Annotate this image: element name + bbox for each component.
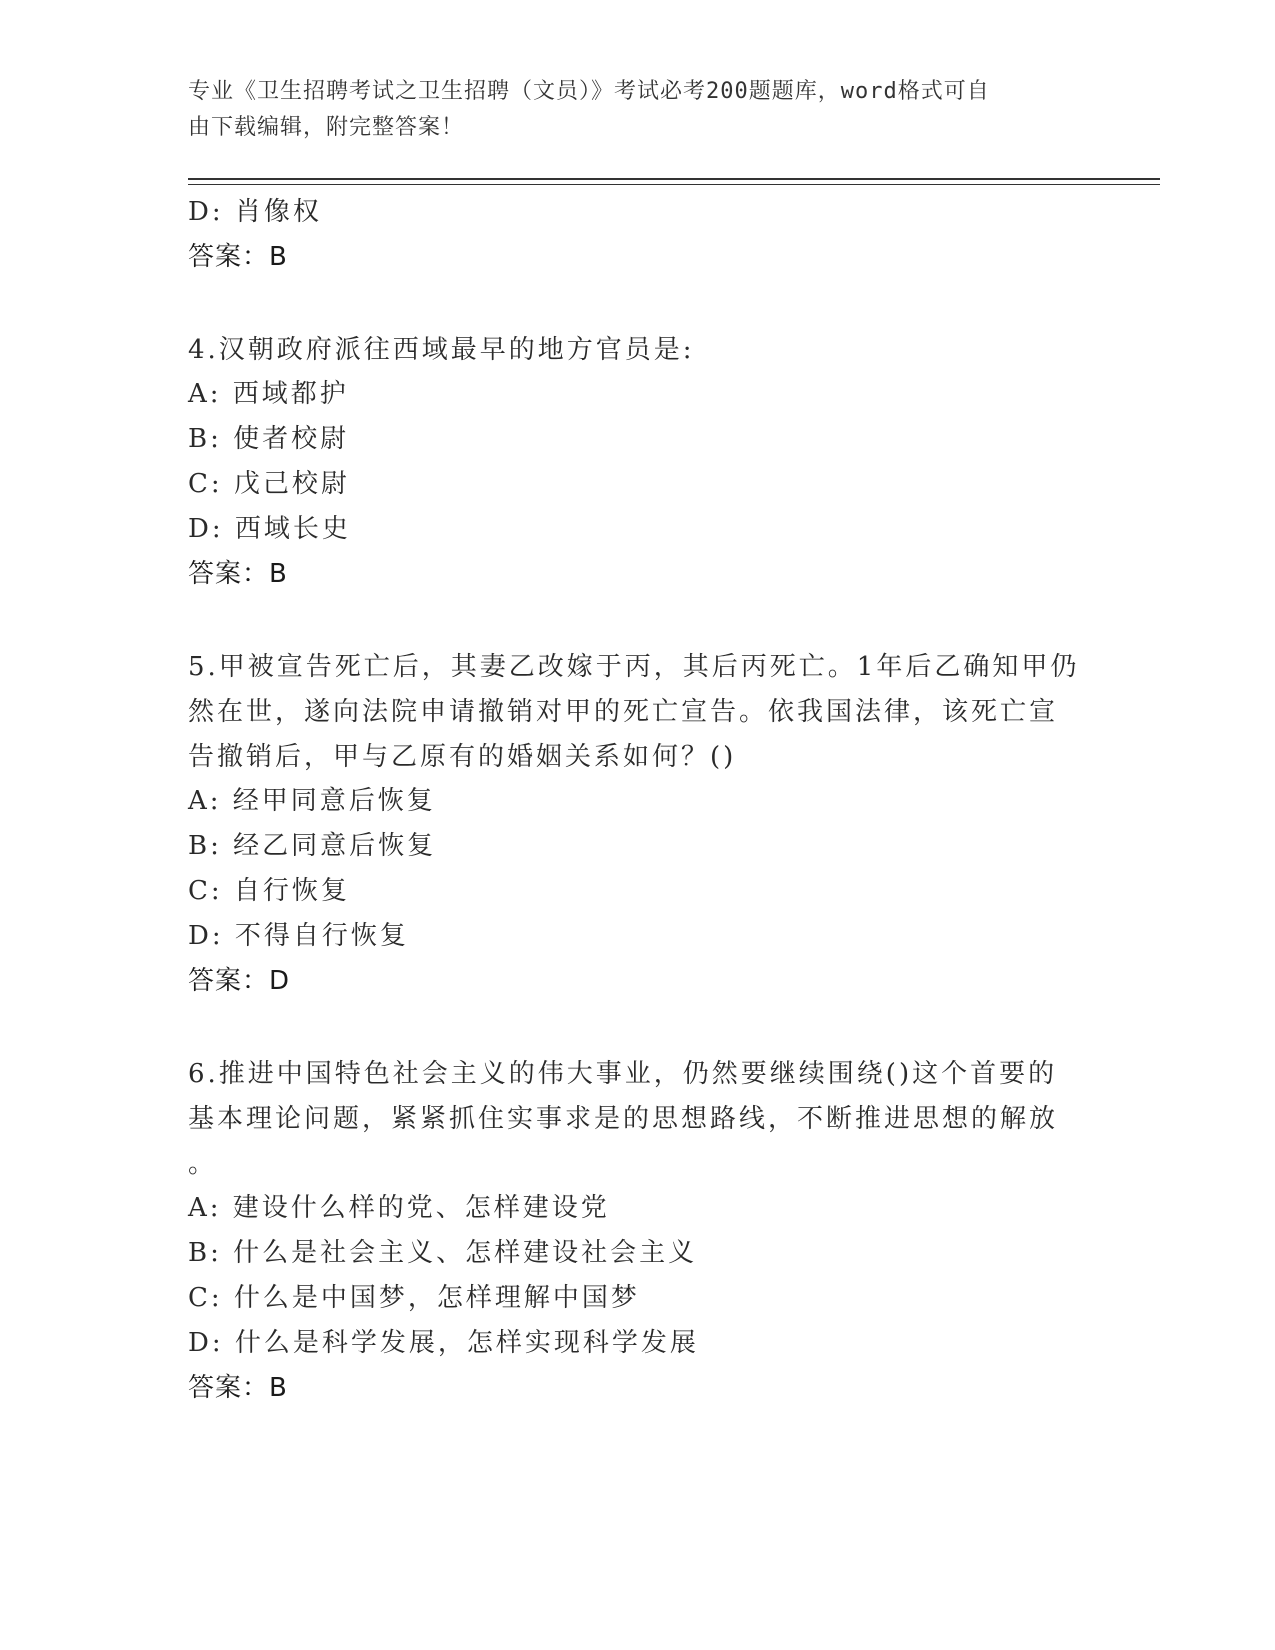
answer-line: 答案：D (188, 966, 291, 996)
option-d: D: 不得自行恢复 (188, 921, 409, 951)
option-b: B: 经乙同意后恢复 (188, 831, 437, 861)
option-c: C: 什么是中国梦，怎样理解中国梦 (188, 1283, 640, 1313)
option-c: C: 自行恢复 (188, 876, 350, 906)
answer-line: 答案：B (188, 242, 288, 272)
question-text: 6.推进中国特色社会主义的伟大事业，仍然要继续围绕()这个首要的 (188, 1059, 1058, 1089)
question-text: 。 (188, 1149, 218, 1179)
answer-line: 答案：B (188, 1373, 288, 1403)
option-d: D: 肖像权 (188, 197, 322, 227)
option-a: A: 经甲同意后恢复 (188, 786, 436, 816)
question-block (188, 327, 1088, 597)
answer-line: 答案：B (188, 559, 288, 589)
question-text: 5.甲被宣告死亡后，其妻乙改嫁于丙，其后丙死亡。1年后乙确知甲仍 (188, 652, 1080, 682)
question-text: 告撤销后，甲与乙原有的婚姻关系如何？() (188, 742, 737, 772)
option-d: D: 西域长史 (188, 514, 351, 544)
question-text: 基本理论问题，紧紧抓住实事求是的思想路线，不断推进思想的解放 (188, 1104, 1059, 1134)
question-block (188, 644, 1088, 1004)
header-line-1: 专业《卫生招聘考试之卫生招聘（文员）》考试必考200题题库，word格式可自 (188, 79, 990, 104)
document-header (188, 74, 1068, 146)
question-block (188, 1051, 1088, 1411)
question-text: 然在世，遂向法院申请撤销对甲的死亡宣告。依我国法律，该死亡宣 (188, 697, 1059, 727)
header-line-2: 由下载编辑，附完整答案！ (188, 115, 465, 140)
option-c: C: 戊己校尉 (188, 469, 350, 499)
option-a: A: 建设什么样的党、怎样建设党 (188, 1193, 610, 1223)
question-text: 4.汉朝政府派往西域最早的地方官员是: (188, 335, 695, 365)
question-list (188, 190, 1088, 1411)
option-b: B: 使者校尉 (188, 424, 350, 454)
header-divider-thin (188, 184, 1160, 185)
option-d: D: 什么是科学发展，怎样实现科学发展 (188, 1328, 699, 1358)
header-divider-thick (188, 178, 1160, 180)
option-a: A: 西域都护 (188, 379, 349, 409)
option-b: B: 什么是社会主义、怎样建设社会主义 (188, 1238, 698, 1268)
